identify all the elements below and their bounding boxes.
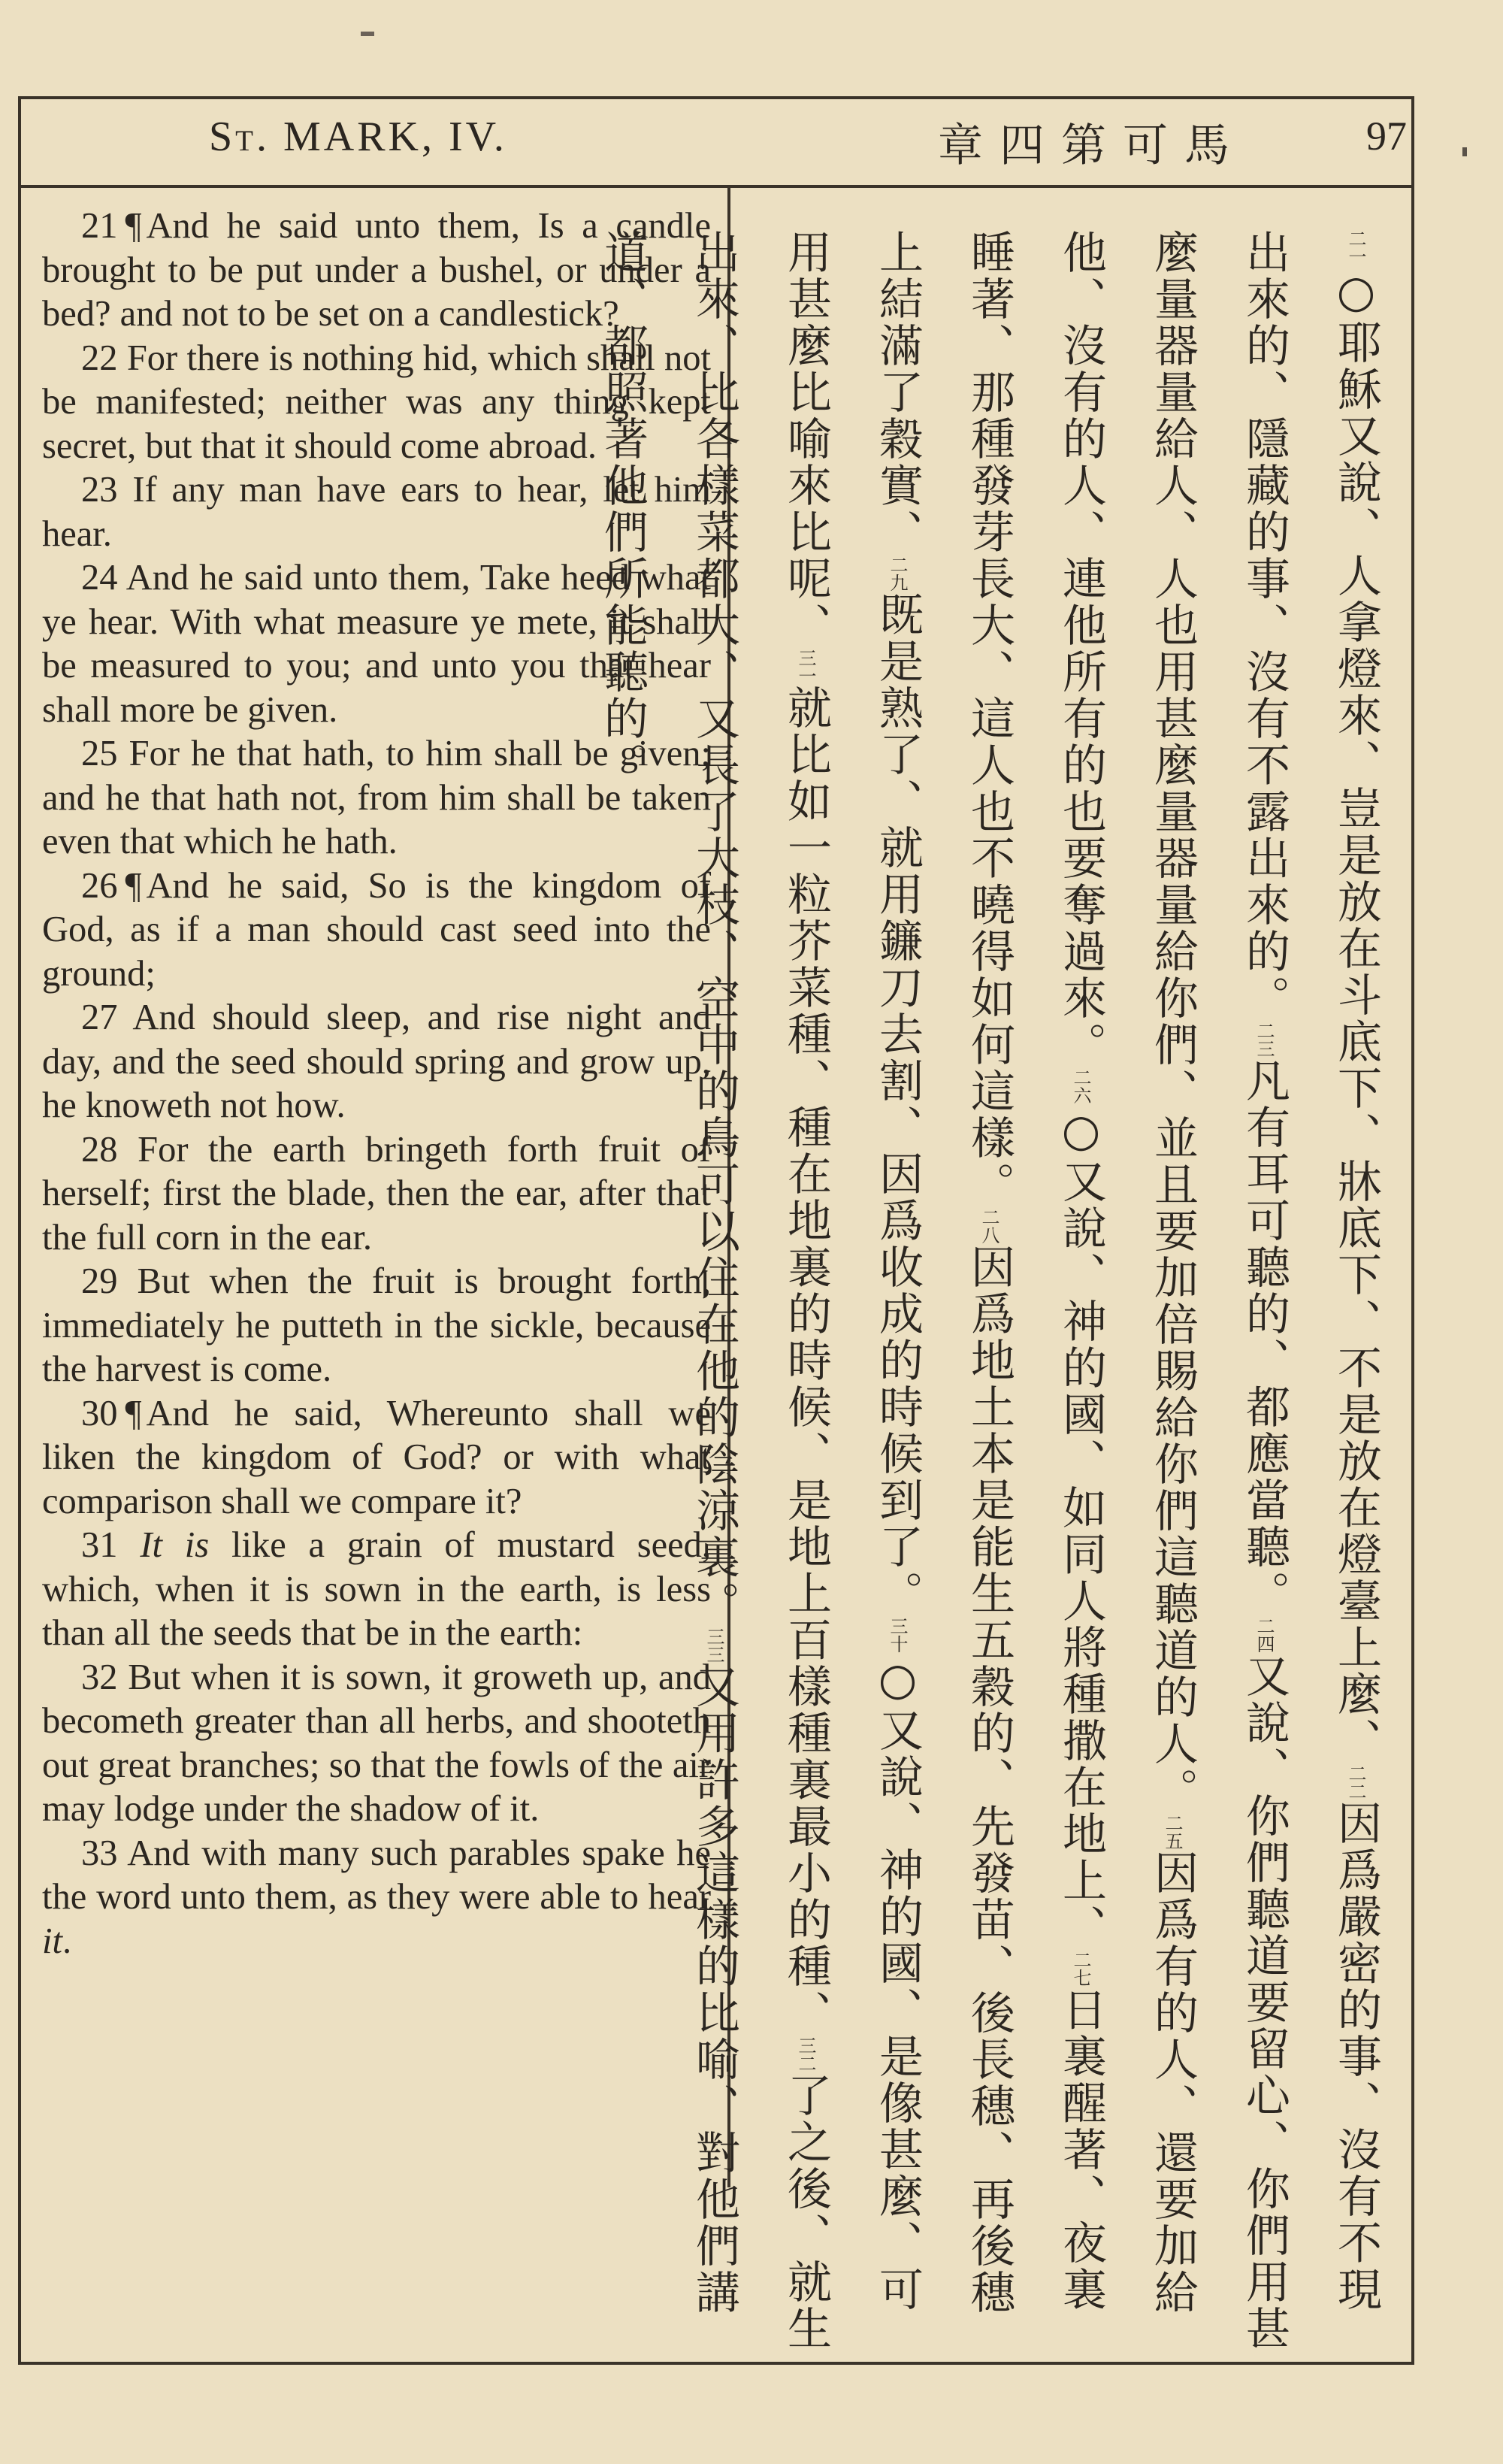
verse-number-zh: 二七 xyxy=(1070,1951,1091,1987)
pilcrow: ¶ xyxy=(125,1393,142,1433)
verse-number-zh: 三三 xyxy=(703,1627,724,1663)
verse-en-27 xyxy=(42,996,711,1128)
verse-text-zh: 因爲地土本是能生五穀的、先發苗、後長穗、再後穗上結滿了穀實、 xyxy=(872,229,1015,2316)
verse-number-zh: 二五 xyxy=(1162,1814,1183,1850)
page-header xyxy=(21,99,1411,188)
verse-text-zh: 凡有耳可聽的、都應當聽。 xyxy=(1238,1058,1290,1617)
verse-text-zh: 既是熟了、就用鐮刀去割、因爲收成的時候到了。 xyxy=(872,592,924,1617)
verse-number: 29 xyxy=(81,1261,118,1301)
verse-en-30 xyxy=(42,1392,711,1524)
verse-zh-26 xyxy=(1055,1068,1107,1951)
verse-number: 33 xyxy=(81,1833,118,1873)
verse-text: And with many such parables spake he the word unto them, as they were able to hear xyxy=(42,1833,712,1917)
verse-number-zh: 三十 xyxy=(887,1617,908,1653)
verse-text: And he said, Whereunto shall we liken the kingdom of God? or with what comparison shall we compare it? xyxy=(42,1393,711,1521)
verse-en-33 xyxy=(42,1832,711,1964)
verse-number: 27 xyxy=(81,997,118,1037)
verse-text: For he that hath, to him shall be given; and he that hath not, from him shall be taken even that which he hath. xyxy=(42,734,711,861)
verse-number-zh: 二九 xyxy=(887,555,908,592)
verse-number: 21 xyxy=(81,206,118,246)
verse-text: But when it is sown, it groweth up, and becometh greater than all herbs, and shooteth out great branches; so that the fowls of the air may lodge under the shadow of it. xyxy=(42,1657,711,1829)
verse-en-32 xyxy=(42,1656,711,1832)
verse-en-29 xyxy=(42,1260,711,1392)
verse-text-zh: ○又說、神的國、如同人將種撒在地上、 xyxy=(1055,1104,1107,1951)
verse-text-zh: ○耶穌又說、人拿燈來、豈是放在斗底下、牀底下、不是放在燈臺上麼、 xyxy=(1330,265,1382,1764)
verse-number-zh: 三一 xyxy=(795,649,816,685)
verse-text-zh: ○又說、神的國、是像甚麼、可用甚麼比喻來比呢、 xyxy=(780,229,924,2313)
verse-number: 22 xyxy=(81,338,118,378)
verse-number-zh: 二三 xyxy=(1254,1022,1275,1058)
page-number: 97 xyxy=(1366,114,1407,159)
verse-text-zh: 因爲有的人、還要加給他、沒有的人、連他所有的也要奪過來。 xyxy=(1055,229,1199,2316)
verse-text-zh: 了之後、就生出來、比各樣菜都大、又長了大枝、空中的鳥可以住在他的陰涼裏。 xyxy=(688,229,832,2352)
verse-number: 23 xyxy=(81,470,118,510)
verse-en-26 xyxy=(42,864,711,997)
verse-italic: It is xyxy=(140,1525,210,1565)
verse-zh-31 xyxy=(780,649,832,2036)
verse-number: 31 xyxy=(81,1525,118,1565)
verse-zh-23 xyxy=(1238,1022,1290,1617)
verse-number-zh: 二八 xyxy=(978,1208,999,1244)
running-head-chinese: 章四第可馬 xyxy=(938,120,1246,172)
print-speck-right xyxy=(1462,147,1467,156)
verse-text: like a grain of mustard seed, which, when it is sown in the earth, is less than all the seeds that be in the earth: xyxy=(42,1525,712,1653)
verse-text-zh: 日裏醒著、夜裏睡著、那種發芽長大、這人也不曉得如何這樣。 xyxy=(963,229,1107,2313)
verse-text: And he said, So is the kingdom of God, as if a man should cast seed into the ground; xyxy=(42,865,711,994)
verse-number: 32 xyxy=(81,1657,118,1697)
verse-number: 24 xyxy=(81,558,118,598)
verse-text: If any man have ears to hear, let him hear. xyxy=(42,470,712,554)
verse-end: . xyxy=(62,1921,72,1961)
verse-text: For the earth bringeth forth fruit of herself; first the blade, then the ear, after that the full corn in the ear. xyxy=(42,1129,711,1258)
verse-text: But when the fruit is brought forth, immediately he putteth in the sickle, because the harvest is come. xyxy=(42,1261,711,1389)
verse-number-zh: 二六 xyxy=(1070,1068,1091,1104)
verse-en-31 xyxy=(42,1524,711,1656)
verse-number-zh: 三二 xyxy=(795,2036,816,2072)
verse-text: And should sleep, and rise night and day, and the seed should spring and grow up, he knoweth not how. xyxy=(42,997,711,1125)
verse-text: And he said unto them, Is a candle brought to be put under a bushel, or under a bed? and not to be set on a candlestick? xyxy=(42,206,711,334)
verse-italic: it xyxy=(42,1921,62,1961)
verse-text-zh: 又說、你們聽道要留心、你們用甚麼量器量給人、人也用甚麼量器量給你們、並且要加倍賜給你們這聽道的人。 xyxy=(1147,229,1290,2352)
verse-zh-21 xyxy=(1330,229,1382,1764)
verse-number-zh: 二一 xyxy=(1345,229,1366,265)
pilcrow: ¶ xyxy=(125,865,142,906)
verse-number: 30 xyxy=(81,1393,118,1433)
verse-text: For there is nothing hid, which shall not be manifested; neither was any thing kept secret, but that it should come abroad. xyxy=(42,338,711,466)
verse-text-zh: 又用許多這樣的比喻、對他們講道、都照著他們所能聽的。 xyxy=(597,229,740,2316)
verse-number: 28 xyxy=(81,1129,118,1170)
running-head-english: St. MARK, IV. xyxy=(209,114,507,160)
verse-number-zh: 二二 xyxy=(1345,1764,1366,1800)
chinese-text-column xyxy=(597,229,1402,2357)
verse-text: And he said unto them, Take heed what ye hear. With what measure ye mete, it shall be measured to you; and unto you that hear shall more be given. xyxy=(42,558,712,730)
verse-zh-29 xyxy=(872,555,924,1617)
verse-text-zh: 就比如一粒芥菜種、種在地裏的時候、是地上百樣種裏最小的種、 xyxy=(780,685,832,2036)
verse-en-28 xyxy=(42,1128,711,1261)
verse-text-zh: 因爲嚴密的事、沒有不現出來的、隱藏的事、沒有不露出來的。 xyxy=(1238,229,1382,2313)
pilcrow: ¶ xyxy=(125,206,142,246)
print-speck-top xyxy=(361,32,374,36)
verse-number: 26 xyxy=(81,865,118,906)
verse-number: 25 xyxy=(81,734,118,773)
verse-number-zh: 二四 xyxy=(1254,1617,1275,1653)
